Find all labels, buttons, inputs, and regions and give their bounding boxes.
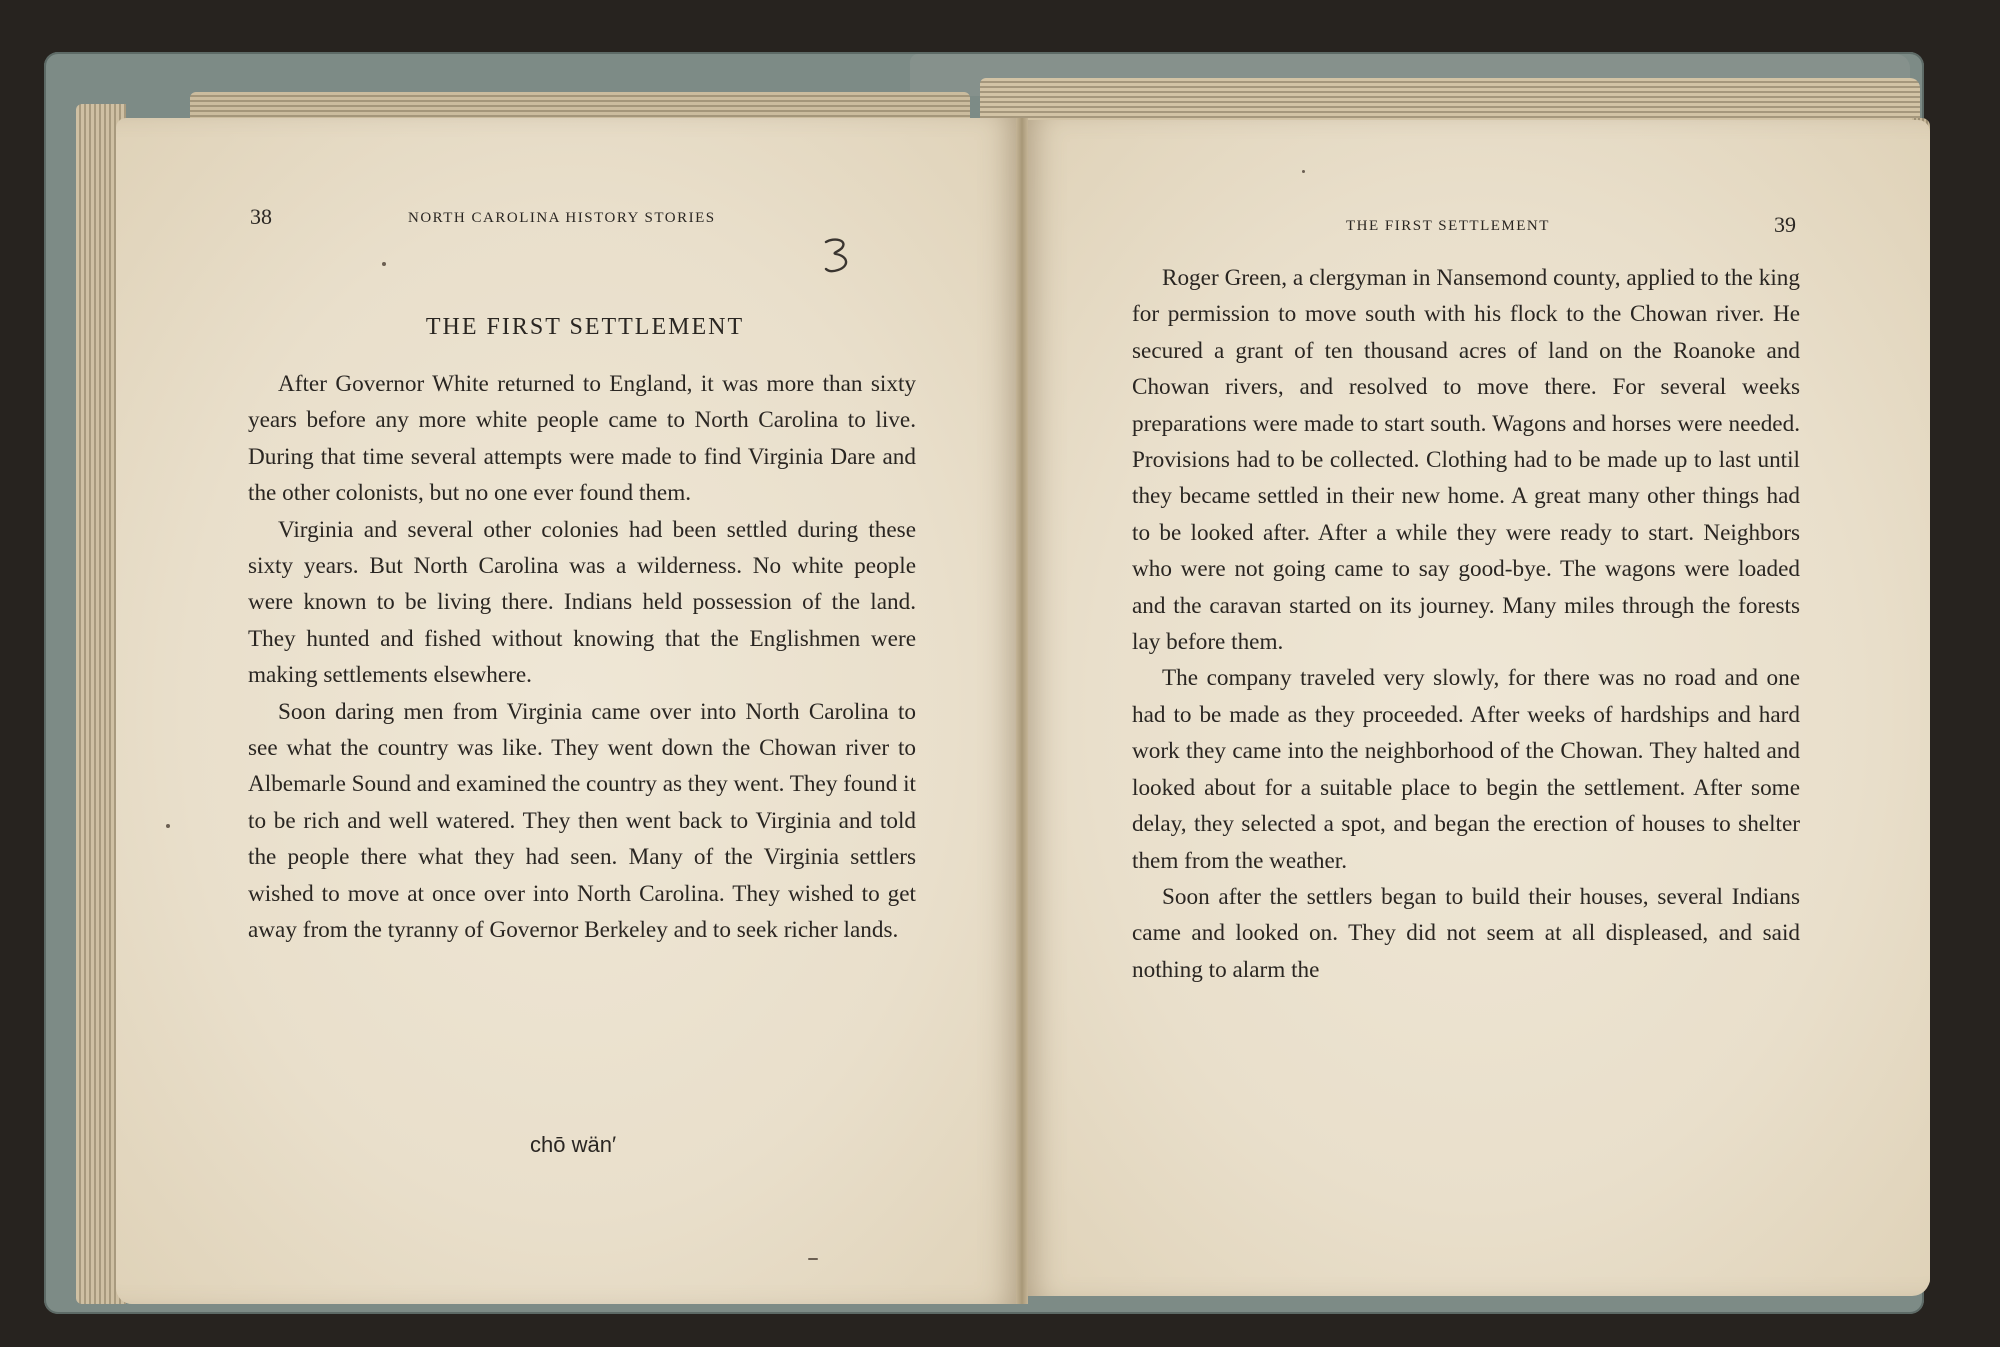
paragraph: Roger Green, a clergyman in Nansemond county, applied to the king for permission to move south with his flock to the Chowan river. He secured a grant of ten thousand acres of land on the Roanoke and Chowan rivers, and resolved to move there. For several weeks preparations were made to start south. Wagons and horses were needed. Provisions had to be collected. Clothing had to be made up to last until they became settled in their new home. A great many other things had to be looked after. After a while they were ready to start. Neighbors who were not going came to say good-bye. The wagons were loaded and the caravan started on its journey. Many miles through the forests lay before them.: [1132, 265, 1800, 656]
paragraph: Virginia and several other colonies had been settled during these sixty years. But North Carolina was a wilderness. No white people were known to be living there. Indians held possession of the land. They hunted and fished without knowing that the Englishmen were making settlements elsewhere.: [248, 516, 916, 689]
paper-speck: [1302, 170, 1305, 173]
paragraph: Soon daring men from Virginia came over into North Carolina to see what the country was like. They went down the Chowan river to Albemarle Sound and examined the country as they went. They found it to be rich and well watered. They then went back to Virginia and told the people there what they had seen. Many of the Virginia settlers wished to move at once over into North Carolina. They wished to get away from the tyranny of Governor Berkeley and to seek richer lands.: [248, 698, 916, 944]
paragraph: After Governor White returned to England, it was more than sixty years before any more white people came to North Carolina to live. During that time several attempts were made to find Virginia Dare and the other colonists, but no one ever found them.: [248, 371, 916, 507]
paper-speck: [166, 824, 170, 828]
page-edges-top-right: [980, 78, 1920, 124]
right-running-head: THE FIRST SETTLEMENT: [1346, 218, 1550, 234]
page-edges-top-left: [190, 92, 970, 118]
paper-speck: [808, 1258, 818, 1260]
right-page-number: 39: [1774, 212, 1796, 237]
left-page-body: [248, 366, 916, 949]
right-page-body: [1132, 260, 1800, 988]
book-gutter: [1016, 118, 1028, 1304]
paragraph: The company traveled very slowly, for there was no road and one had to be made as they proceeded. After weeks of hardships and hard work they came into the neighborhood of the Chowan. They halted and looked about for a suitable place to begin the settlement. After some delay, they selected a spot, and began the erection of houses to shelter them from the weather.: [1132, 665, 1800, 874]
paragraph: Soon after the settlers began to build their houses, several Indians came and looked on. They did not seem at all displeased, and said nothing to alarm the: [1132, 883, 1800, 983]
left-running-head: NORTH CAROLINA HISTORY STORIES: [408, 210, 716, 226]
pronunciation-footnote: chō wän′: [530, 1132, 617, 1157]
handwritten-number-mark: [820, 236, 856, 274]
left-page-number: 38: [250, 204, 272, 229]
paper-speck: [382, 262, 386, 266]
chapter-title: THE FIRST SETTLEMENT: [425, 314, 745, 340]
